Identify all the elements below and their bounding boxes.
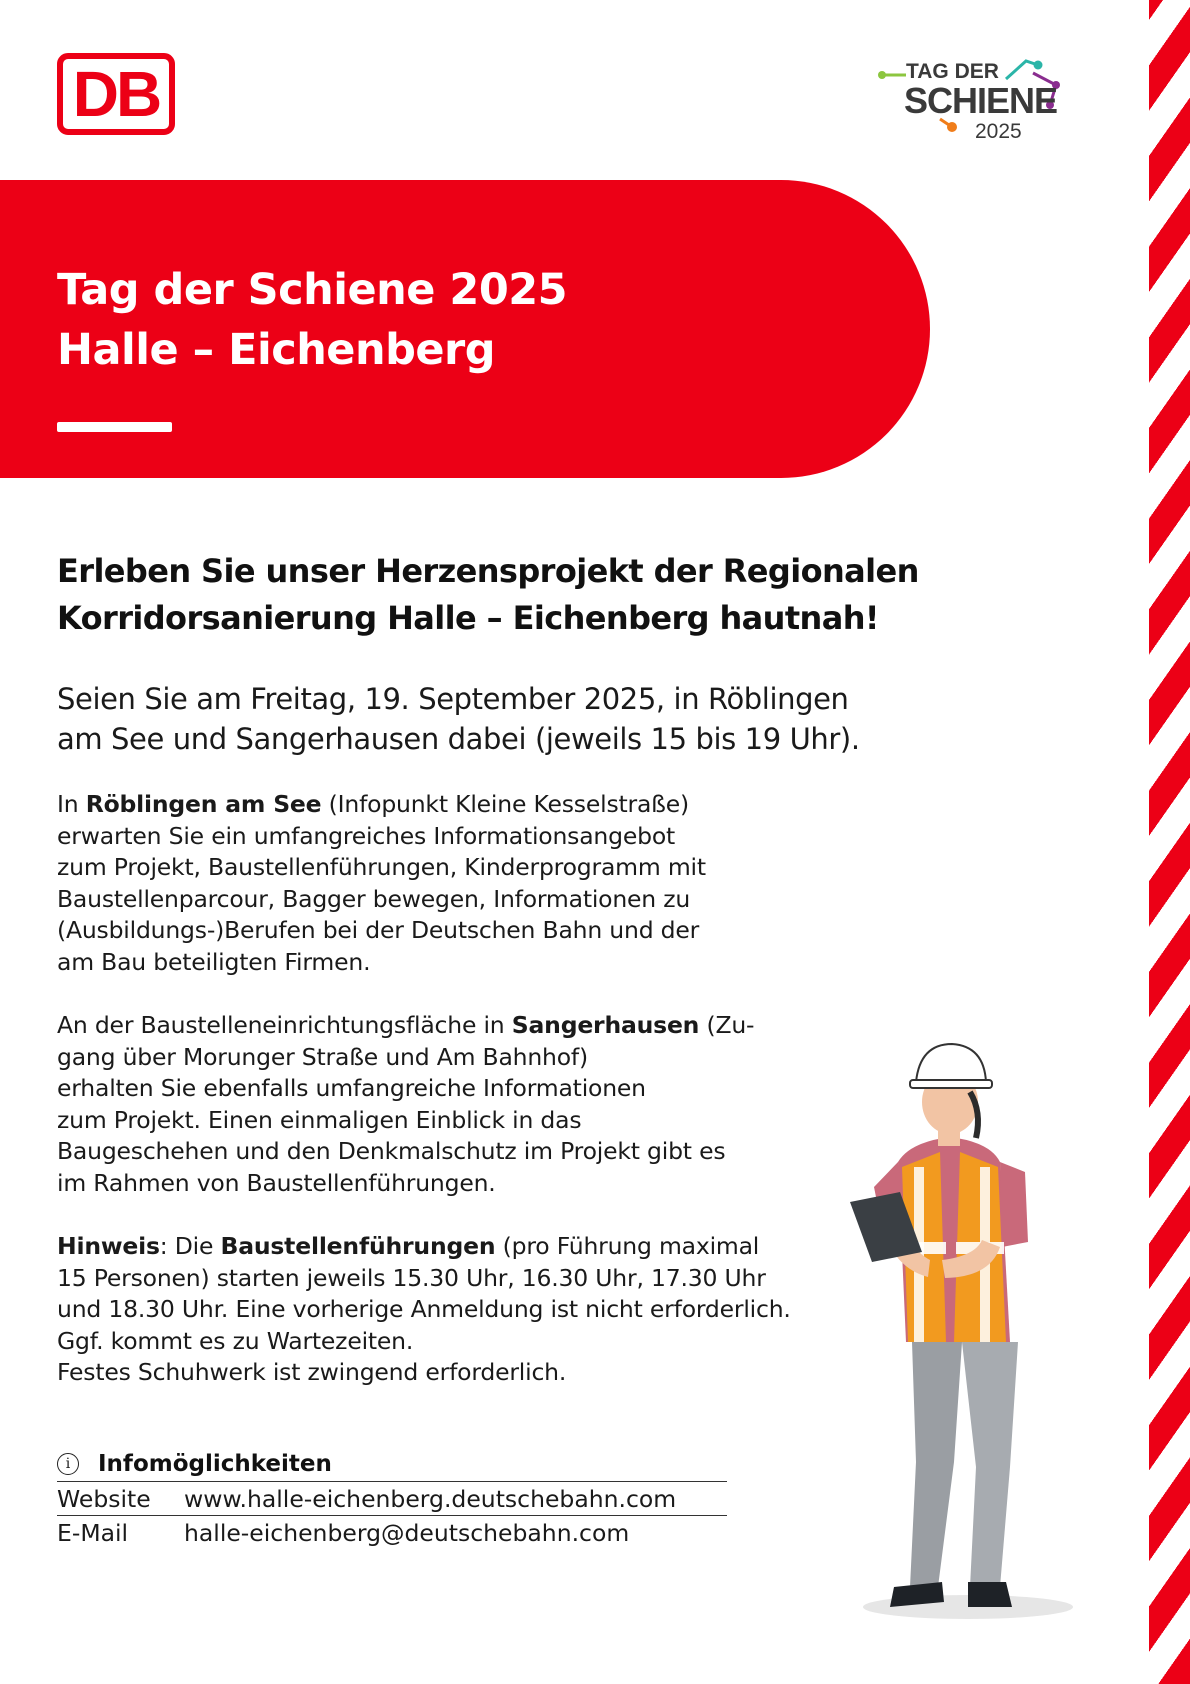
p2-line: (Zu- (699, 1011, 755, 1039)
p2-line: zum Projekt. Einen einmaligen Einblick in das (57, 1105, 582, 1134)
event-logo-line1: TAG DER (906, 60, 999, 83)
p1-line: (Infopunkt Kleine Kesselstraße) (321, 790, 689, 818)
title-line-2: Halle – Eichenberg (57, 325, 496, 375)
hinweis-label: Hinweis (57, 1232, 160, 1260)
title-banner (0, 180, 930, 478)
p1-line: (Ausbildungs-)Berufen bei der Deutschen Bahn und der (57, 916, 700, 944)
p2-line: im Rahmen von Baustellenführungen. (57, 1168, 496, 1197)
p3-line: 15 Personen) starten jeweils 15.30 Uhr, 16.30 Uhr, 17.30 Uhr (57, 1263, 766, 1292)
hazard-stripe-border (1149, 0, 1190, 1684)
p3-line: Festes Schuhwerk ist zwingend erforderlich. (57, 1358, 567, 1386)
info-section (57, 1447, 727, 1549)
p2-line: Baugeschehen und den Denkmalschutz im Projekt gibt es (57, 1137, 726, 1165)
info-label: E-Mail (57, 1518, 129, 1547)
p1-line: zum Projekt, Baustellenführungen, Kinderprogramm mit (57, 853, 706, 881)
info-heading (57, 1447, 727, 1481)
construction-worker-illustration (850, 1042, 1080, 1637)
info-label: Website (57, 1484, 151, 1513)
p3-bold: Baustellenführungen (220, 1232, 496, 1260)
db-logo: DB (57, 53, 175, 135)
p2-prefix: An der Baustelleneinrichtungsfläche in (57, 1011, 512, 1039)
p1-line: am Bau beteiligten Firmen. (57, 947, 371, 976)
website-link[interactable]: www.halle-eichenberg.deutschebahn.com (184, 1484, 677, 1513)
lead-line-1: Seien Sie am Freitag, 19. September 2025, in Röblingen (57, 682, 849, 716)
p2-line: erhalten Sie ebenfalls umfangreiche Informationen (57, 1074, 646, 1102)
p1-location: Röblingen am See (85, 790, 322, 818)
title-line-1: Tag der Schiene 2025 (57, 265, 568, 315)
p3-text: (pro Führung maximal (495, 1232, 760, 1260)
p2-location: Sangerhausen (511, 1011, 700, 1039)
email-link[interactable]: halle-eichenberg@deutschebahn.com (184, 1518, 630, 1547)
event-logo-line2: SCHIENE (904, 80, 1058, 121)
p3-line: Ggf. kommt es zu Wartezeiten. (57, 1326, 414, 1355)
event-logo-year: 2025 (975, 120, 1022, 143)
intro-line-1: Erleben Sie unser Herzensprojekt der Regionalen (57, 552, 919, 590)
title-underline (57, 422, 172, 432)
p1-line: erwarten Sie ein umfangreiches Informationsangebot (57, 821, 676, 850)
info-icon: i (57, 1453, 79, 1475)
lead-text (57, 679, 907, 759)
p3-line: und 18.30 Uhr. Eine vorherige Anmeldung ist nicht erforderlich. (57, 1295, 791, 1323)
info-row-email (57, 1515, 727, 1549)
p1-line: Baustellenparcour, Bagger bewegen, Informationen zu (57, 884, 691, 913)
p2-line: gang über Morunger Straße und Am Bahnhof) (57, 1042, 588, 1071)
info-row-website (57, 1481, 727, 1515)
intro-heading (57, 548, 957, 642)
tag-der-schiene-logo (878, 55, 1078, 147)
paragraph-sangerhausen (57, 1010, 847, 1199)
page-title (57, 260, 567, 380)
p1-prefix: In (57, 790, 86, 818)
info-heading-text: Infomöglichkeiten (98, 1451, 332, 1477)
intro-line-2: Korridorsanierung Halle – Eichenberg hautnah! (57, 599, 879, 637)
p3-text: : Die (159, 1232, 221, 1260)
paragraph-hinweis (57, 1231, 847, 1389)
lead-line-2: am See und Sangerhausen dabei (jeweils 15 bis 19 Uhr). (57, 722, 860, 756)
paragraph-roeblingen (57, 789, 847, 978)
